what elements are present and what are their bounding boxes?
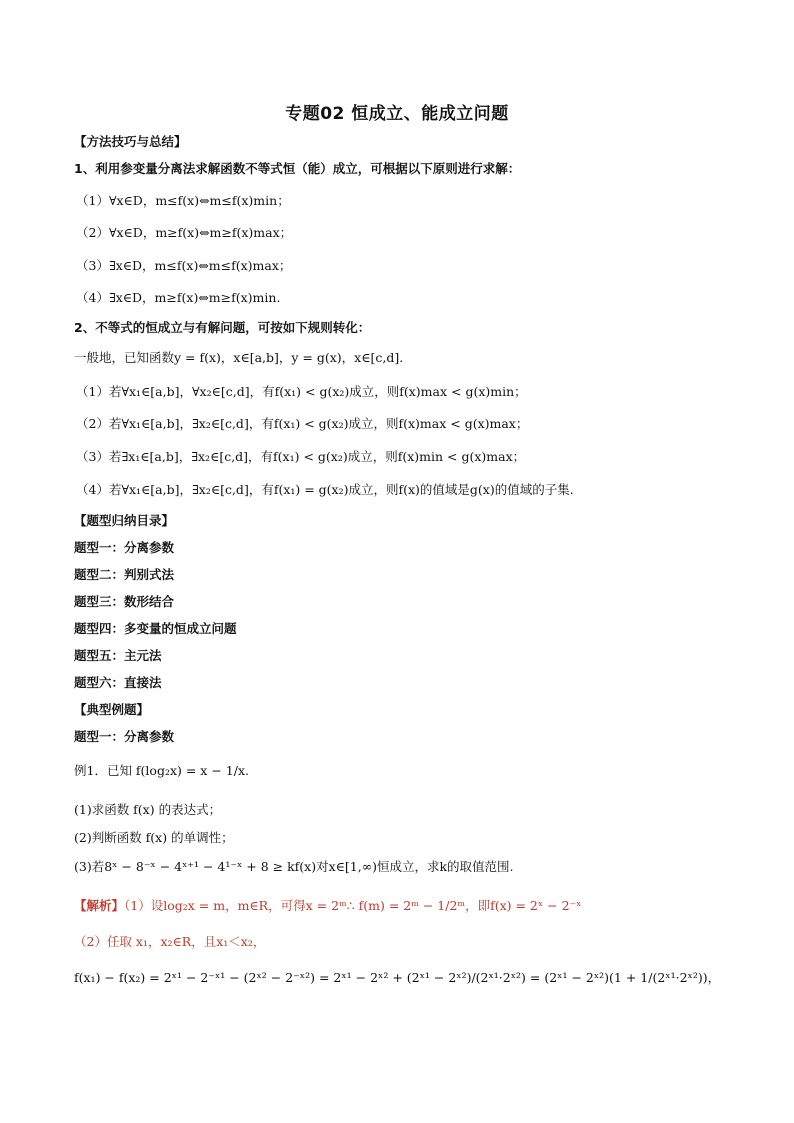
example-1-statement: 例1．已知 f(log₂x) = x − 1/x.	[74, 763, 249, 778]
solution-part-2: （2）任取 x₁，x₂∈R，且x₁＜x₂，	[74, 934, 266, 949]
rule-2-item-2: （2）若∀x₁∈[a,b]，∃x₂∈[c,d]，有f(x₁) < g(x₂)成立，则f(x)max < g(x)max；	[76, 416, 529, 431]
section-examples-heading: 【典型例题】	[74, 702, 150, 717]
rule-1-item-2: （2）∀x∈D，m≥f(x)⇔m≥f(x)max；	[76, 225, 293, 240]
type-item-6: 题型六：直接法	[74, 675, 162, 690]
section-methods-heading: 【方法技巧与总结】	[74, 134, 187, 149]
example-1-part-2: (2)判断函数 f(x) 的单调性；	[74, 830, 234, 845]
rule-1-item-1: （1）∀x∈D，m≤f(x)⇔m≤f(x)min；	[76, 193, 290, 208]
rule-2-item-3: （3）若∃x₁∈[a,b]，∃x₂∈[c,d]，有f(x₁) < g(x₂)成立，则f(x)min < g(x)max；	[76, 449, 526, 464]
type-item-5: 题型五：主元法	[74, 648, 162, 663]
example-1-part-1: (1)求函数 f(x) 的表达式；	[74, 802, 222, 817]
solution-equation-text: f(x₁) − f(x₂) = 2ˣ¹ − 2⁻ˣ¹ − (2ˣ² − 2⁻ˣ²) = 2ˣ¹ − 2ˣ² + (2ˣ¹ − 2ˣ²)/(2ˣ¹·2ˣ²) = (2ˣ¹ − 2ˣ²)(1 + 1/(2ˣ¹·2ˣ²))，	[74, 970, 721, 985]
rule-2: 2、不等式的恒成立与有解问题，可按如下规则转化：	[74, 320, 371, 335]
rule-2-item-1: （1）若∀x₁∈[a,b]，∀x₂∈[c,d]，有f(x₁) < g(x₂)成立，则f(x)max < g(x)min；	[76, 384, 527, 399]
page-title: 专题02 恒成立、能成立问题	[285, 104, 509, 124]
rule-2-intro: 一般地，已知函数y = f(x)，x∈[a,b]，y = g(x)，x∈[c,d].	[74, 350, 404, 365]
solution-part-1	[74, 898, 581, 914]
example-1-part-3: (3)若8ˣ − 8⁻ˣ − 4ˣ⁺¹ − 4¹⁻ˣ + 8 ≥ kf(x)对x∈[1,∞)恒成立，求k的取值范围.	[74, 859, 514, 874]
example-type-heading: 题型一：分离参数	[74, 729, 175, 744]
rule-2-item-4: （4）若∀x₁∈[a,b]，∃x₂∈[c,d]，有f(x₁) = g(x₂)成立，则f(x)的值域是g(x)的值域的子集.	[76, 482, 574, 497]
type-item-4: 题型四：多变量的恒成立问题	[74, 621, 237, 636]
type-item-2: 题型二：判别式法	[74, 567, 175, 582]
type-item-3: 题型三：数形结合	[74, 594, 175, 609]
rule-1-item-3: （3）∃x∈D，m≤f(x)⇔m≤f(x)max；	[76, 258, 292, 273]
section-types-heading: 【题型归纳目录】	[74, 513, 175, 528]
solution-part-1-text: （1）设log₂x = m，m∈R，可得x = 2ᵐ∴ f(m) = 2ᵐ − 1/2ᵐ，即f(x) = 2ˣ − 2⁻ˣ	[124, 898, 582, 913]
solution-tag: 【解析】	[74, 898, 125, 913]
solution-equation	[74, 960, 754, 1004]
rule-1: 1、利用参变量分离法求解函数不等式恒（能）成立，可根据以下原则进行求解：	[74, 161, 521, 176]
rule-1-item-4: （4）∃x∈D，m≥f(x)⇔m≥f(x)min.	[76, 290, 281, 305]
type-item-1: 题型一：分离参数	[74, 540, 175, 555]
